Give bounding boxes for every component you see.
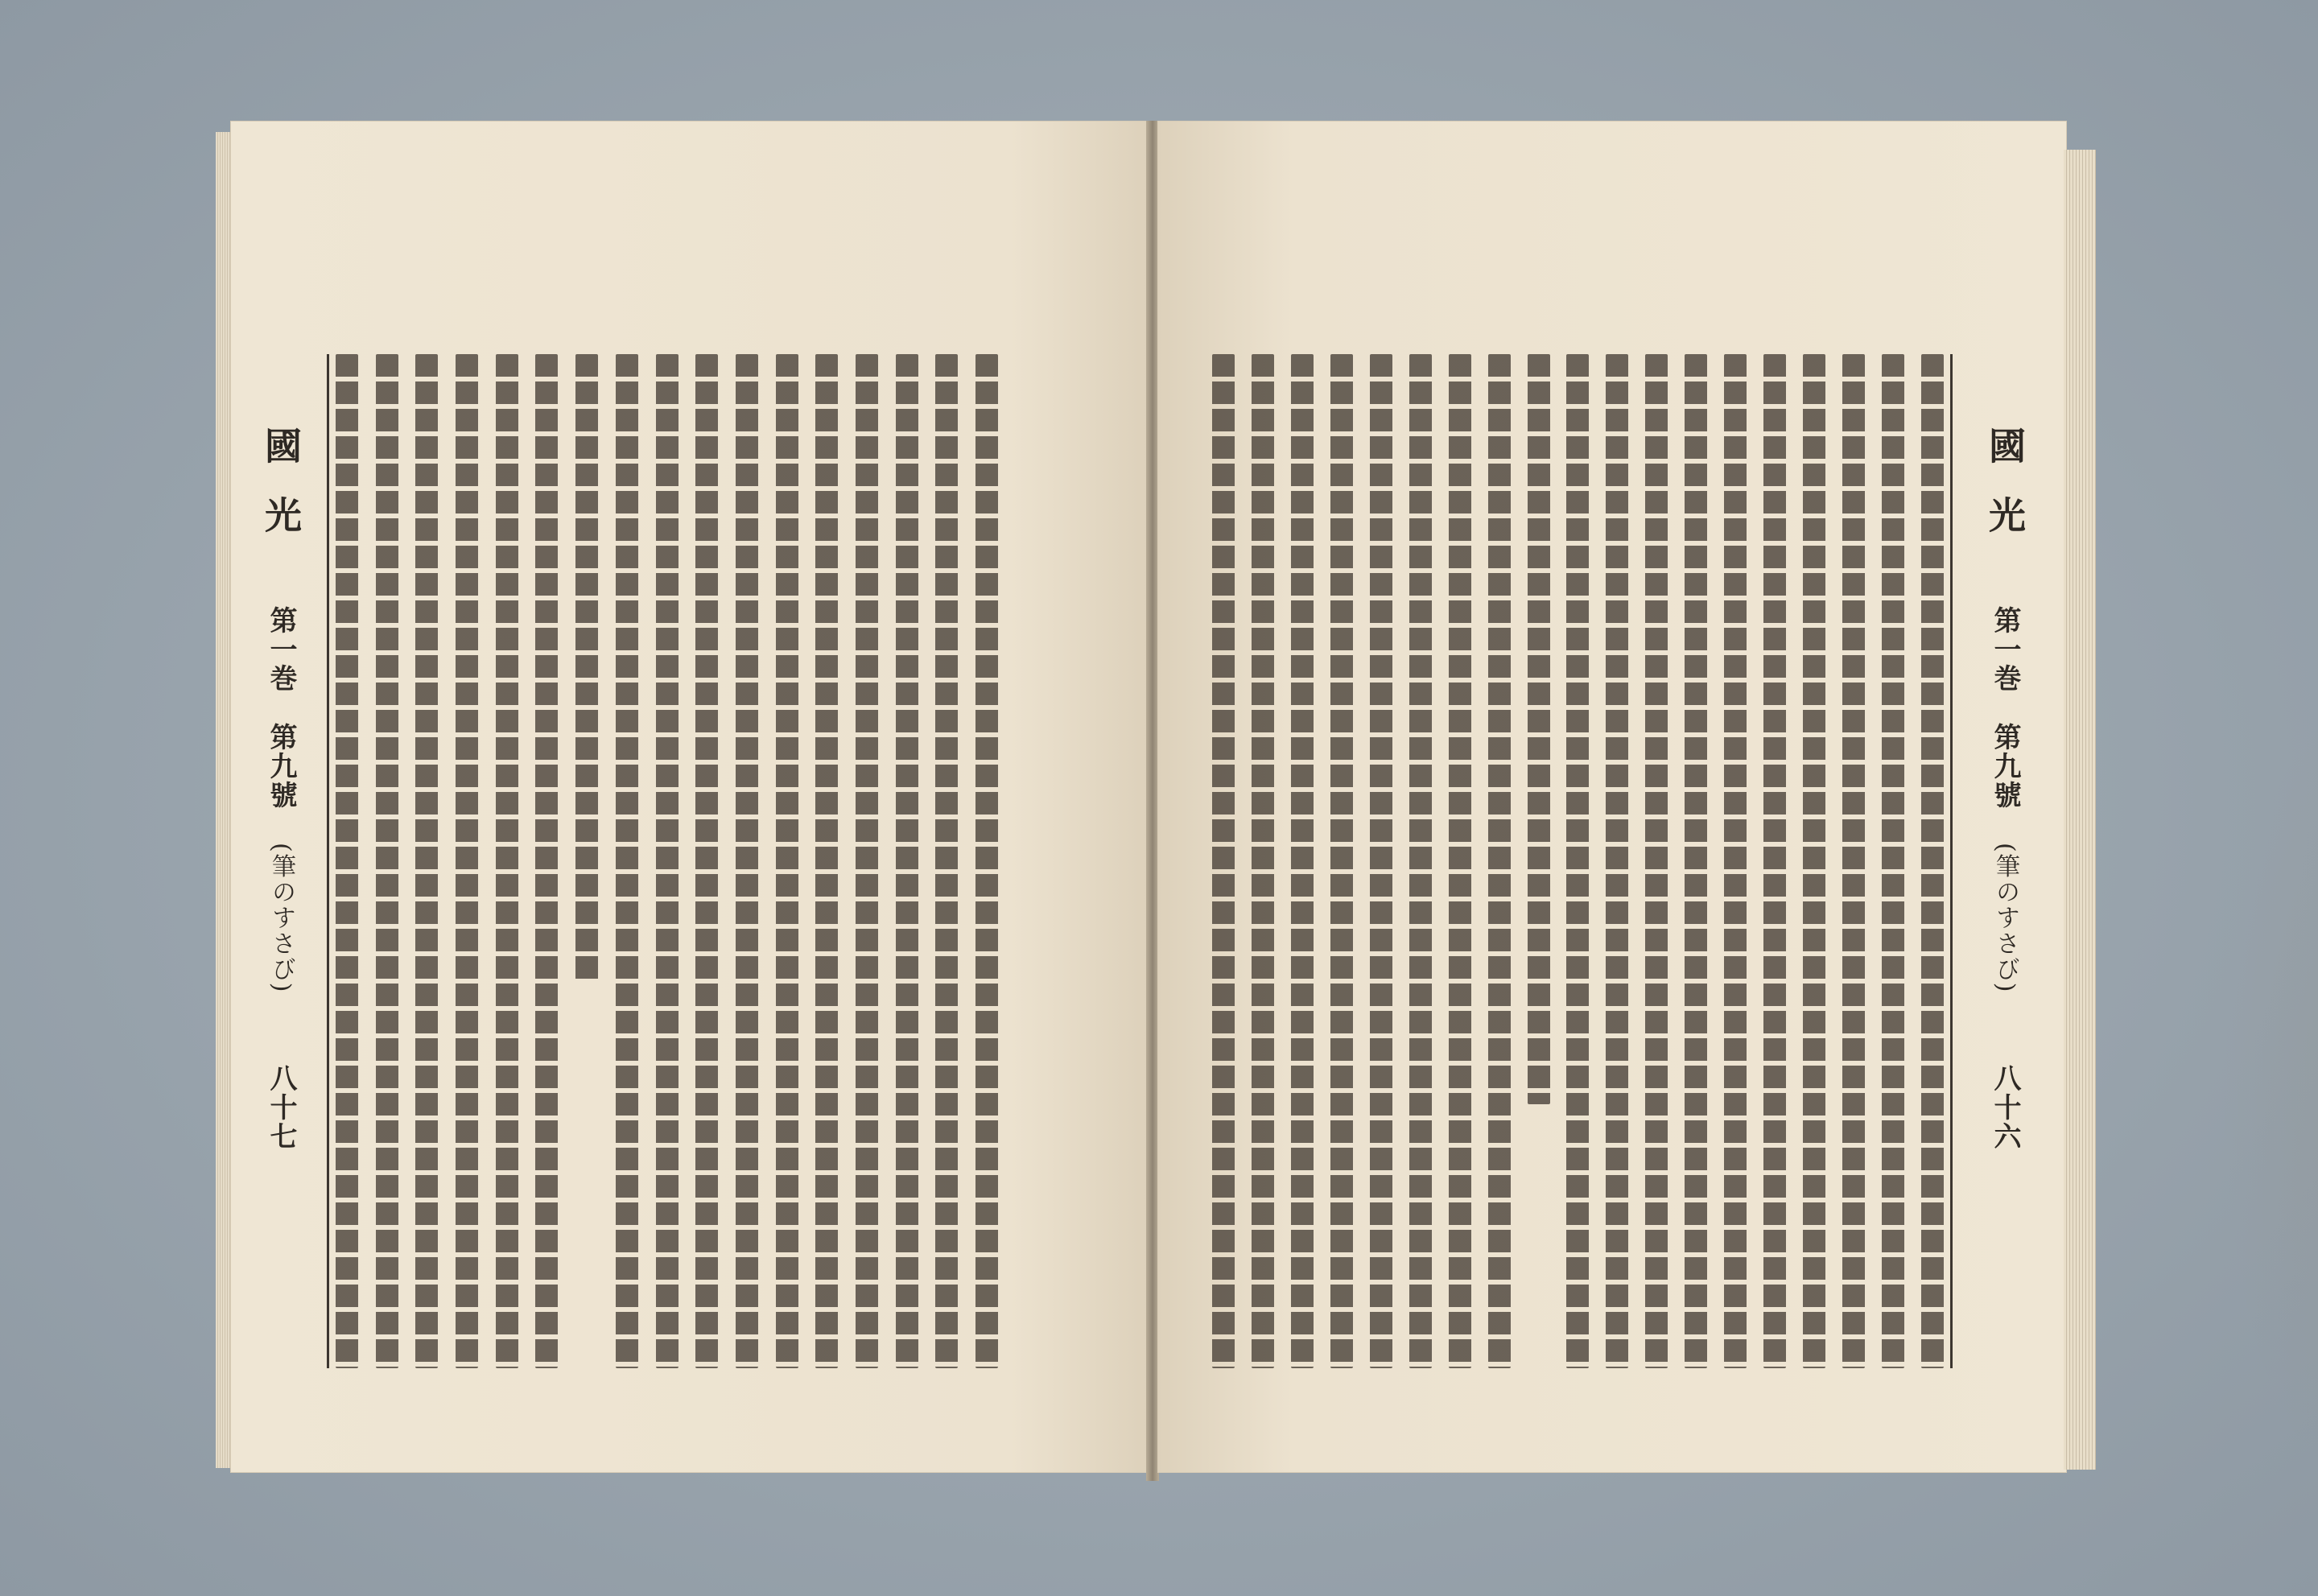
volume-label: 第一巻 [1989, 606, 2021, 694]
text-column [856, 354, 878, 1368]
section-title: (筆のすさび) [267, 843, 295, 994]
issue-label: 第九號 [1989, 723, 2021, 810]
text-column [1921, 354, 1944, 1368]
text-column [1763, 354, 1786, 1368]
text-column [1842, 354, 1865, 1368]
right-page-body-text [1206, 354, 1953, 1368]
text-column [1252, 354, 1274, 1368]
text-column [896, 354, 918, 1368]
text-column [575, 354, 598, 983]
text-column [736, 354, 758, 1368]
text-column [1488, 354, 1511, 1368]
paper-show-through [2220, 700, 2318, 1489]
right-page [1157, 121, 2067, 1473]
text-column [695, 354, 718, 1368]
text-column [1370, 354, 1392, 1368]
text-column [776, 354, 798, 1368]
text-column [656, 354, 678, 1368]
text-column [935, 354, 958, 1368]
journal-title: 國光 [259, 427, 303, 565]
text-column [496, 354, 518, 1368]
text-column [815, 354, 838, 1368]
text-column [1291, 354, 1314, 1368]
right-page-edges [2064, 150, 2096, 1470]
text-column [415, 354, 438, 1368]
text-column [1645, 354, 1668, 1368]
text-column [1409, 354, 1432, 1368]
text-column [1606, 354, 1628, 1368]
text-column [1330, 354, 1353, 1368]
text-column [1449, 354, 1471, 1368]
text-column [376, 354, 398, 1368]
text-column [975, 354, 998, 1368]
open-book [216, 121, 2115, 1481]
left-page-header [254, 427, 307, 1151]
text-column [616, 354, 638, 1368]
text-column [1803, 354, 1825, 1368]
text-column [1566, 354, 1589, 1368]
journal-title: 國光 [1983, 427, 2027, 565]
text-column [535, 354, 558, 1368]
page-number: 八十六 [1989, 1063, 2021, 1151]
volume-label: 第一巻 [265, 606, 297, 694]
text-column [1212, 354, 1235, 1368]
issue-label: 第九號 [265, 723, 297, 810]
right-page-header [1978, 427, 2031, 1151]
page-number: 八十七 [265, 1063, 297, 1151]
text-column [1724, 354, 1747, 1368]
text-column [336, 354, 358, 1368]
section-title: (筆のすさび) [1991, 843, 2019, 994]
text-column [1685, 354, 1707, 1368]
left-page [230, 121, 1148, 1473]
left-page-body-text [327, 354, 1004, 1368]
text-column [1882, 354, 1904, 1368]
text-column [1528, 354, 1550, 1104]
text-column [456, 354, 478, 1368]
